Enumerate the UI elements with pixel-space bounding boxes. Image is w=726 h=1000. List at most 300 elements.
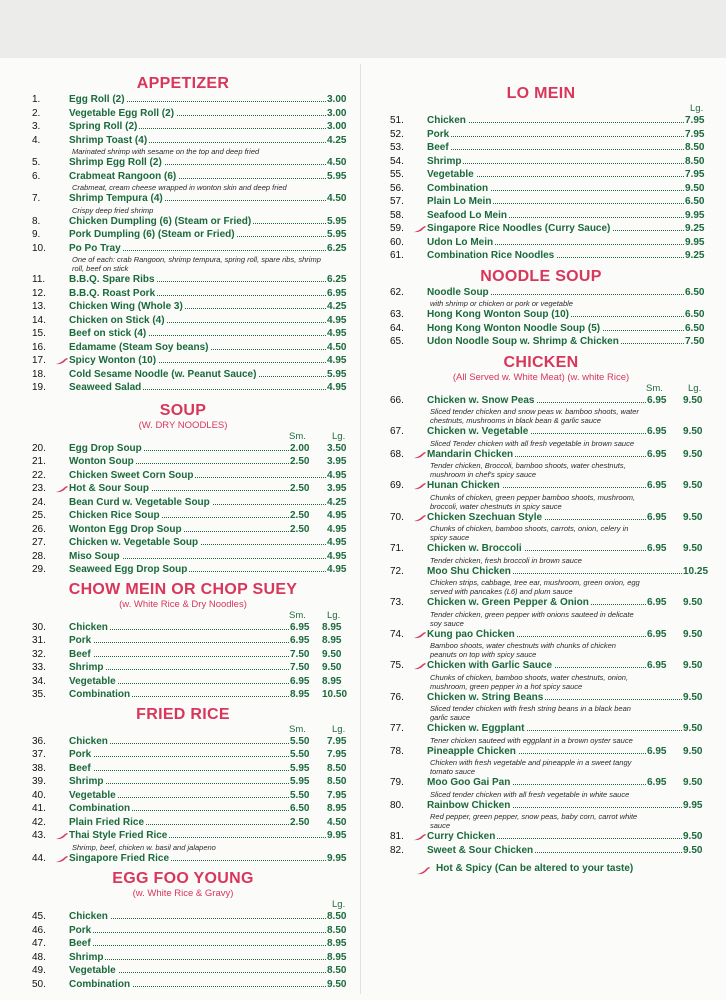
- price-large: 9.50: [683, 480, 703, 491]
- soup-item: [8, 536, 358, 550]
- price-small: 6.95: [647, 543, 667, 554]
- dot-leader: [427, 149, 684, 150]
- appetizer-item: [8, 156, 358, 170]
- price-small: 6.95: [647, 597, 667, 608]
- lomein-item: [366, 249, 716, 263]
- item-number: 25.: [32, 510, 46, 521]
- item-number: 32.: [32, 648, 46, 660]
- item-name-text: Egg Roll (2): [69, 94, 125, 105]
- item-description: with shrimp or chicken or pork or vegetable: [430, 299, 573, 308]
- price: 4.25: [327, 134, 347, 146]
- item-description: Chunks of chicken, bamboo shoots, carrots, onion, celery in spicy sauce: [430, 524, 629, 542]
- item-number: 82.: [390, 844, 404, 856]
- price: 5.95: [327, 215, 347, 227]
- item-name: [69, 523, 184, 537]
- price-large: 9.95: [683, 799, 703, 811]
- lomein-item: [366, 114, 716, 128]
- item-name-text: Mandarin Chicken: [427, 448, 514, 460]
- item-name: [69, 455, 136, 469]
- item-name-text: Wonton Soup: [69, 456, 134, 467]
- pepper-icon: [413, 225, 427, 233]
- eggfoo-item: [8, 964, 358, 978]
- item-number: 69.: [390, 480, 404, 491]
- item-name: [69, 442, 144, 456]
- price-small: 7.50: [290, 648, 310, 660]
- item-number: 47.: [32, 938, 46, 949]
- lomein-title: LO MEIN: [506, 85, 576, 102]
- item-name-text: B.B.Q. Roast Pork: [69, 287, 156, 299]
- lomein-item: [366, 236, 716, 250]
- noodlesoup-item: [366, 322, 716, 336]
- soup-sm-label: Sm.: [289, 430, 306, 442]
- lomein-item: [366, 128, 716, 142]
- price-large: 9.95: [685, 236, 705, 248]
- item-number: 51.: [390, 115, 404, 126]
- appetizer-item: [8, 134, 358, 148]
- item-number: 35.: [32, 689, 46, 700]
- price-small: 5.95: [290, 762, 310, 774]
- price-large: 9.50: [322, 662, 342, 673]
- item-name: [69, 156, 164, 170]
- item-number: 10.: [32, 242, 46, 254]
- item-name-text: Chicken: [69, 621, 108, 633]
- item-name: [427, 799, 512, 813]
- price-small: 6.95: [647, 660, 667, 671]
- item-number: 24.: [32, 496, 46, 508]
- price: 5.95: [327, 229, 347, 240]
- item-number: 63.: [390, 309, 404, 320]
- chicken-item: [366, 425, 716, 439]
- item-name-text: Beef: [427, 142, 449, 153]
- item-number: 55.: [390, 169, 404, 180]
- chicken-item: [366, 394, 716, 408]
- left-column: [8, 62, 358, 991]
- item-name-text: Crabmeat Rangoon (6): [69, 170, 177, 182]
- item-name: [69, 802, 132, 816]
- appetizer-item: [8, 228, 358, 242]
- price-large: 9.50: [683, 745, 703, 757]
- item-number: 18.: [32, 368, 46, 380]
- item-number: 17.: [32, 355, 46, 366]
- item-description: Crabmeat, cream cheese wrapped in wonton skin and deep fried: [72, 183, 287, 192]
- item-number: 44.: [32, 852, 46, 864]
- item-name: [427, 286, 491, 300]
- item-name: [427, 542, 524, 556]
- price-large: 9.50: [683, 394, 703, 406]
- item-number: 4.: [32, 134, 41, 146]
- chowmein-price-header: [8, 610, 358, 621]
- price: 4.50: [327, 341, 347, 353]
- friedrice-item: [8, 829, 358, 843]
- item-number: 43.: [32, 830, 46, 841]
- item-name-text: Spicy Wonton (10): [69, 355, 157, 366]
- lomein-item: [366, 195, 716, 209]
- item-name: [69, 314, 167, 328]
- item-description: Sliced tender chicken with all fresh vegetable in white sauce: [430, 789, 630, 799]
- price-large: 7.95: [327, 789, 347, 801]
- price-large: 10.25: [683, 565, 709, 577]
- item-name-text: Vegetable: [69, 789, 116, 801]
- item-name-text: Chicken w. Snow Peas: [427, 394, 535, 406]
- item-number: 1.: [32, 94, 41, 105]
- item-number: 49.: [32, 965, 46, 976]
- chicken-price-header: [366, 383, 716, 394]
- price-small: 2.50: [290, 816, 310, 828]
- price-large: 7.95: [327, 735, 347, 747]
- price-small: 6.95: [290, 675, 310, 687]
- friedrice-title: FRIED RICE: [136, 705, 230, 723]
- item-name-text: Chicken w. String Beans: [427, 691, 544, 703]
- price: 4.50: [327, 193, 347, 204]
- price-large: 8.95: [322, 675, 342, 687]
- item-name-text: Sweet & Sour Chicken: [427, 844, 534, 856]
- price-large: 3.95: [327, 456, 347, 467]
- price: 3.00: [327, 107, 347, 119]
- friedrice-item: [8, 816, 358, 830]
- price-large: 4.95: [327, 564, 347, 575]
- dot-leader: [69, 945, 326, 946]
- price-large: 8.50: [327, 911, 347, 922]
- chicken-section: [366, 353, 716, 858]
- item-number: 60.: [390, 236, 404, 248]
- item-name-text: Chicken: [69, 911, 108, 922]
- item-name-text: Edamame (Steam Soy beans): [69, 341, 209, 353]
- item-number: 56.: [390, 182, 404, 194]
- price-large: 8.50: [327, 965, 347, 976]
- chowmein-subtitle: (w. White Rice & Dry Noodles): [119, 598, 247, 610]
- item-name: [69, 273, 157, 287]
- item-name-text: Seaweed Salad: [69, 382, 142, 393]
- chicken-item: [366, 830, 716, 844]
- item-name-text: Chicken w. Vegetable: [427, 426, 529, 437]
- item-number: 37.: [32, 749, 46, 760]
- item-name: [69, 368, 258, 382]
- item-name: [69, 563, 189, 577]
- chowmein-item: [8, 661, 358, 675]
- item-number: 9.: [32, 229, 41, 240]
- item-name: [69, 300, 185, 314]
- price-large: 8.50: [685, 142, 705, 153]
- price-large: 6.50: [685, 322, 705, 334]
- appetizer-item: [8, 381, 358, 395]
- price-small: 6.95: [647, 394, 667, 406]
- lomein-item: [366, 141, 716, 155]
- item-number: 62.: [390, 286, 404, 298]
- item-number: 65.: [390, 336, 404, 347]
- item-number: 31.: [32, 635, 46, 646]
- price-small: 6.95: [647, 511, 667, 523]
- item-name-text: Chicken w. Broccoli: [427, 543, 522, 554]
- item-name: [69, 327, 148, 341]
- item-name: [69, 550, 122, 564]
- price-large: 8.50: [327, 762, 347, 774]
- item-description: Tener chicken sauteed with eggplant in a brown oyster sauce: [430, 735, 633, 745]
- chicken-lg-label: Lg.: [688, 382, 702, 394]
- chicken-title: CHICKEN: [503, 353, 579, 371]
- dot-leader: [69, 756, 289, 757]
- item-number: 41.: [32, 803, 46, 814]
- price-large: 4.95: [327, 523, 347, 535]
- appetizer-item: [8, 354, 358, 368]
- item-name-text: Plain Lo Mein: [427, 196, 492, 207]
- price-large: 7.95: [685, 169, 705, 180]
- pepper-icon: [55, 485, 69, 493]
- item-name-text: Chicken Wing (Whole 3): [69, 301, 183, 312]
- item-name-text: Shrimp: [69, 776, 104, 787]
- item-description: Tender chicken, green pepper with onions sauteed in delicate soy sauce: [430, 609, 634, 628]
- price-large: 9.50: [322, 648, 342, 660]
- item-number: 50.: [32, 978, 46, 990]
- item-name-text: Thai Style Fried Rice: [69, 830, 168, 841]
- item-number: 48.: [32, 951, 46, 963]
- lomein-item: [366, 182, 716, 196]
- price-large: 7.50: [685, 336, 705, 347]
- item-number: 12.: [32, 287, 46, 299]
- pepper-icon: [55, 357, 69, 365]
- price-small: 2.50: [290, 523, 310, 535]
- soup-title: SOUP: [159, 401, 207, 419]
- friedrice-item: [8, 775, 358, 789]
- item-name: [69, 134, 149, 148]
- item-name: [69, 937, 93, 951]
- appetizer-item: [8, 327, 358, 341]
- price-large: 9.50: [683, 426, 703, 437]
- item-name-text: Udon Noodle Soup w. Shrimp & Chicken: [427, 336, 619, 347]
- item-name: [69, 648, 93, 662]
- pepper-icon: [413, 833, 427, 841]
- item-name: [69, 852, 171, 866]
- price-small: 5.50: [290, 789, 310, 801]
- item-name: [69, 496, 212, 510]
- item-name: [427, 844, 535, 858]
- item-number: 75.: [390, 660, 404, 671]
- item-name: [427, 249, 556, 263]
- item-name: [69, 215, 253, 229]
- item-name: [427, 596, 591, 610]
- price-small: 6.95: [647, 628, 667, 640]
- price-small: 6.95: [647, 426, 667, 437]
- item-name-text: Hong Kong Wonton Noodle Soup (5): [427, 322, 601, 334]
- noodlesoup-title: NOODLE SOUP: [480, 267, 602, 285]
- eggfoo-section: [8, 869, 358, 991]
- friedrice-item: [8, 748, 358, 762]
- item-name: [427, 830, 497, 844]
- item-name-text: Chicken: [427, 115, 466, 126]
- item-name-text: Vegetable: [69, 675, 116, 687]
- item-number: 13.: [32, 301, 46, 312]
- price-large: 3.95: [327, 483, 347, 494]
- item-number: 26.: [32, 523, 46, 535]
- chowmein-item: [8, 675, 358, 689]
- item-name: [69, 242, 123, 256]
- item-name-text: Pork: [427, 128, 450, 140]
- item-number: 74.: [390, 628, 404, 640]
- item-name: [69, 789, 118, 803]
- soup-item: [8, 496, 358, 510]
- item-name: [69, 621, 110, 635]
- pepper-icon: [55, 832, 69, 840]
- item-number: 45.: [32, 911, 46, 922]
- item-name-text: Kung pao Chicken: [427, 628, 515, 640]
- chicken-sm-label: Sm.: [646, 382, 663, 394]
- chowmein-item: [8, 621, 358, 635]
- soup-lg-label: Lg.: [332, 430, 346, 442]
- item-name-text: B.B.Q. Spare Ribs: [69, 274, 155, 285]
- item-number: 29.: [32, 564, 46, 575]
- chicken-item: [366, 745, 716, 759]
- item-name: [69, 748, 93, 762]
- item-number: 28.: [32, 550, 46, 562]
- chicken-subtitle: (All Served w. White Meat) (w. white Rice): [452, 371, 630, 383]
- item-description: Sliced tender chicken and snow peas w. bamboo shoots, water chestnuts, mushrooms in black bean & garlic sauce: [430, 407, 639, 425]
- item-name: [427, 394, 536, 408]
- item-number: 27.: [32, 537, 46, 548]
- item-name: [69, 978, 132, 992]
- item-number: 42.: [32, 816, 46, 828]
- lomein-item: [366, 222, 716, 236]
- item-name-text: Seafood Lo Mein: [427, 209, 507, 221]
- item-number: 79.: [390, 777, 404, 788]
- column-divider: [360, 64, 361, 994]
- item-name: [427, 448, 515, 462]
- friedrice-item: [8, 735, 358, 749]
- top-margin: [0, 0, 726, 58]
- item-number: 36.: [32, 735, 46, 747]
- appetizer-item: [8, 192, 358, 206]
- price-large: 3.50: [327, 442, 347, 454]
- price-large: 8.50: [327, 924, 347, 936]
- item-name-text: Beef: [69, 648, 91, 660]
- item-name: [69, 924, 93, 938]
- item-name: [427, 628, 517, 642]
- item-name: [69, 170, 178, 184]
- price: 3.00: [327, 94, 347, 105]
- noodlesoup-item: [366, 308, 716, 322]
- item-number: 68.: [390, 448, 404, 460]
- item-description: Marinated shrimp with sesame on the top and deep fried: [72, 147, 260, 156]
- item-name-text: Rainbow Chicken: [427, 799, 511, 811]
- chicken-item: [366, 799, 716, 813]
- soup-item: [8, 563, 358, 577]
- item-name: [69, 354, 158, 368]
- appetizer-title: APPETIZER: [136, 75, 230, 92]
- price: 4.25: [327, 301, 347, 312]
- lomein-item: [366, 155, 716, 169]
- appetizer-item: [8, 107, 358, 121]
- noodlesoup-item: [366, 335, 716, 349]
- item-name-text: Hunan Chicken: [427, 480, 500, 491]
- item-name: [69, 192, 165, 206]
- chicken-item: [366, 565, 716, 579]
- item-name-text: Chicken Rice Soup: [69, 510, 160, 521]
- lomein-item: [366, 168, 716, 182]
- item-name: [427, 479, 502, 493]
- price-large: 9.50: [683, 597, 703, 608]
- item-name-text: Cold Sesame Noodle (w. Peanut Sauce): [69, 368, 257, 380]
- soup-item: [8, 523, 358, 537]
- item-description: Tender chicken, Broccoli, bamboo shoots, water chestnuts, mushroom in chef's spicy sauce: [430, 461, 626, 479]
- chowmein-item: [8, 648, 358, 662]
- dot-leader: [69, 656, 289, 657]
- price-large: 7.95: [327, 749, 347, 760]
- item-name-text: Pineapple Chicken: [427, 745, 516, 757]
- item-number: 61.: [390, 250, 404, 261]
- chowmein-item: [8, 634, 358, 648]
- item-name: [69, 829, 169, 843]
- item-description: Chunks of chicken, bamboo shoots, water chestnuts, onion, mushroom, green pepper in a hot spicy sauce: [430, 672, 629, 691]
- item-number: 76.: [390, 691, 404, 703]
- price-large: 4.95: [327, 537, 347, 548]
- price-large: 9.25: [685, 223, 705, 234]
- item-name: [427, 236, 495, 250]
- item-number: 59.: [390, 223, 404, 234]
- pepper-icon: [413, 631, 427, 639]
- item-name-text: Chicken w. Vegetable Soup: [69, 537, 199, 548]
- item-description: Bamboo shoots, water chestnuts with chunks of chicken peanuts on top with spicy sauce: [430, 641, 616, 659]
- friedrice-item: [8, 789, 358, 803]
- price-large: 7.95: [685, 115, 705, 126]
- eggfoo-subtitle: (w. White Rice & Gravy): [132, 888, 234, 899]
- item-number: 14.: [32, 314, 46, 326]
- item-name-text: Pork: [69, 749, 92, 760]
- friedrice-item: [8, 852, 358, 866]
- pepper-icon: [413, 662, 427, 670]
- noodlesoup-section: [366, 267, 716, 349]
- item-name-text: Shrimp: [69, 662, 104, 673]
- item-name: [69, 964, 118, 978]
- price-large: 4.95: [327, 510, 347, 521]
- item-name-text: Chicken on Stick (4): [69, 314, 165, 326]
- appetizer-item: [8, 215, 358, 229]
- item-name: [69, 381, 143, 395]
- soup-item: [8, 442, 358, 456]
- price-large: 9.50: [683, 777, 703, 788]
- price-small: 2.50: [290, 456, 310, 467]
- item-name-text: Combination: [69, 978, 131, 990]
- item-name: [427, 511, 544, 525]
- price-large: 10.50: [322, 689, 348, 700]
- pepper-icon: [413, 482, 427, 490]
- item-number: 39.: [32, 776, 46, 787]
- item-name: [69, 509, 162, 523]
- chowmein-item: [8, 688, 358, 702]
- price-large: 9.50: [683, 660, 703, 671]
- soup-item: [8, 482, 358, 496]
- item-name-text: Combination Rice Noodles: [427, 250, 555, 261]
- item-name: [69, 228, 237, 242]
- appetizer-item: [8, 314, 358, 328]
- item-name-text: Shrimp: [427, 155, 462, 167]
- price-large: 6.50: [685, 196, 705, 207]
- item-name-text: Combination: [69, 803, 131, 814]
- price-large: 9.50: [683, 691, 703, 703]
- item-name: [427, 322, 602, 336]
- appetizer-section: [8, 74, 358, 395]
- dot-leader: [427, 136, 684, 137]
- item-name-text: Chicken w. Green Pepper & Onion: [427, 597, 589, 608]
- chicken-item: [366, 511, 716, 525]
- item-description: Chunks of chicken, green pepper bamboo shoots, mushroom, broccoli, water chestnuts in spicy sauce: [430, 492, 636, 511]
- price: 6.25: [327, 274, 347, 285]
- price-large: 8.95: [322, 621, 342, 633]
- friedrice-sm-label: Sm.: [289, 723, 306, 735]
- item-description: Sliced Tender chicken with all fresh vegetable in brown sauce: [430, 438, 635, 448]
- item-name-text: Beef: [69, 762, 91, 774]
- eggfoo-title: EGG FOO YOUNG: [112, 870, 254, 887]
- item-name-text: Beef on stick (4): [69, 328, 147, 339]
- item-number: 73.: [390, 597, 404, 608]
- price-large: 8.95: [327, 938, 347, 949]
